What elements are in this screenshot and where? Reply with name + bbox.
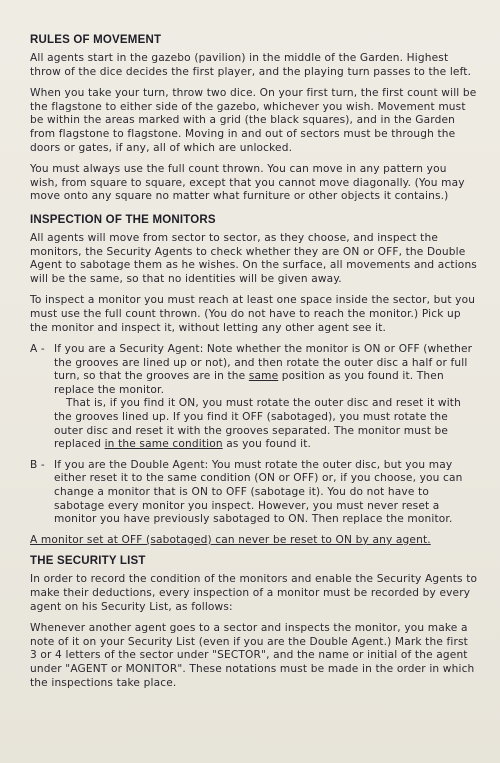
item-a-text-2: position as you found it. Then replace the monitor. [54,370,444,396]
item-a-text-4: as you found it. [222,438,312,451]
movement-paragraph-1: All agents start in the gazebo (pavilion) in the middle of the Garden. Highest throw of the dice decides the first player, and the playing turn passes to the left. [30,52,472,78]
item-label-a: A - [30,343,45,356]
movement-paragraph-2: When you take your turn, throw two dice. On your first turn, the first count will be the flagstone to either side of the gazebo, whichever you wish. Movement must be within the areas marked with a grid (the black squares), and in the Garden from flagstone to flagstone. Moving in and out of sectors must be through the doors or gates, if any, all of which are unlocked. [30,87,477,154]
inspection-heading: INSPECTION OF THE MONITORS [30,213,216,226]
item-body-a [54,343,478,452]
item-a-text-1: If you are a Security Agent: Note whether the monitor is ON or OFF (whether the grooves are lined up or not), and then rotate the outer disc a half or full turn, so that the grooves are in the [54,343,473,383]
security-agent-rule [30,343,478,452]
item-label-b: B - [30,458,45,471]
item-a-text-3: That is, if you find it ON, you must rotate the outer disc and reset it with the grooves lined up. If you find it OFF (sabotaged), you must rotate the outer disc and reset it with the grooves separated. The monitor must be replaced [54,397,461,451]
movement-paragraph-3: You must always use the full count thrown. You can move in any pattern you wish, from square to square, except that you cannot move diagonally. (You may move onto any square no matter what furniture or other objects it contains.) [30,163,465,203]
inspection-paragraph-2: To inspect a monitor you must reach at least one space inside the sector, but you must use the full count thrown. (You do not have to reach the monitor.) Pick up the monitor and inspect it, without letting any other agent see it. [30,294,476,334]
security-paragraph-1: In order to record the condition of the monitors and enable the Security Agents to make their deductions, every inspection of a monitor must be recorded by every agent on his Security List, as follows: [30,573,478,613]
security-list-heading: THE SECURITY LIST [30,555,146,568]
inspection-paragraph-1: All agents will move from sector to sector, as they choose, and inspect the monitors, the Security Agents to check whether they are ON or OFF, the Double Agent to sabotage them as he wishes. On the surface, all movements and actions will be the same, so that no identities will be given away. [30,231,477,285]
security-paragraph-2: Whenever another agent goes to a sector and inspects the monitor, you make a note of it on your Security List (even if you are the Double Agent.) Mark the first 3 or 4 letters of the sector under "SECTOR", and the name or initial of the agent under "AGENT or MONITOR". These notations must be made in the order in which the inspections take place. [30,622,475,689]
movement-heading: RULES OF MOVEMENT [30,34,162,46]
item-a-underline-condition: in the same condition [104,438,223,451]
item-body-b: If you are the Double Agent: You must rotate the outer disc, but you may either reset it to the same condition (ON or OFF) or, if you choose, you can change a monitor that is ON to OFF (sabotage it). You do not have to sabotage every monitor you inspect. However, you must never reset a monitor you have previously sabotaged to ON. Then replace the monitor. [54,458,463,526]
double-agent-rule [30,459,478,527]
sabotage-rule: A monitor set at OFF (sabotaged) can never be reset to ON by any agent. [30,533,431,546]
item-a-underline-same: same [248,370,279,383]
